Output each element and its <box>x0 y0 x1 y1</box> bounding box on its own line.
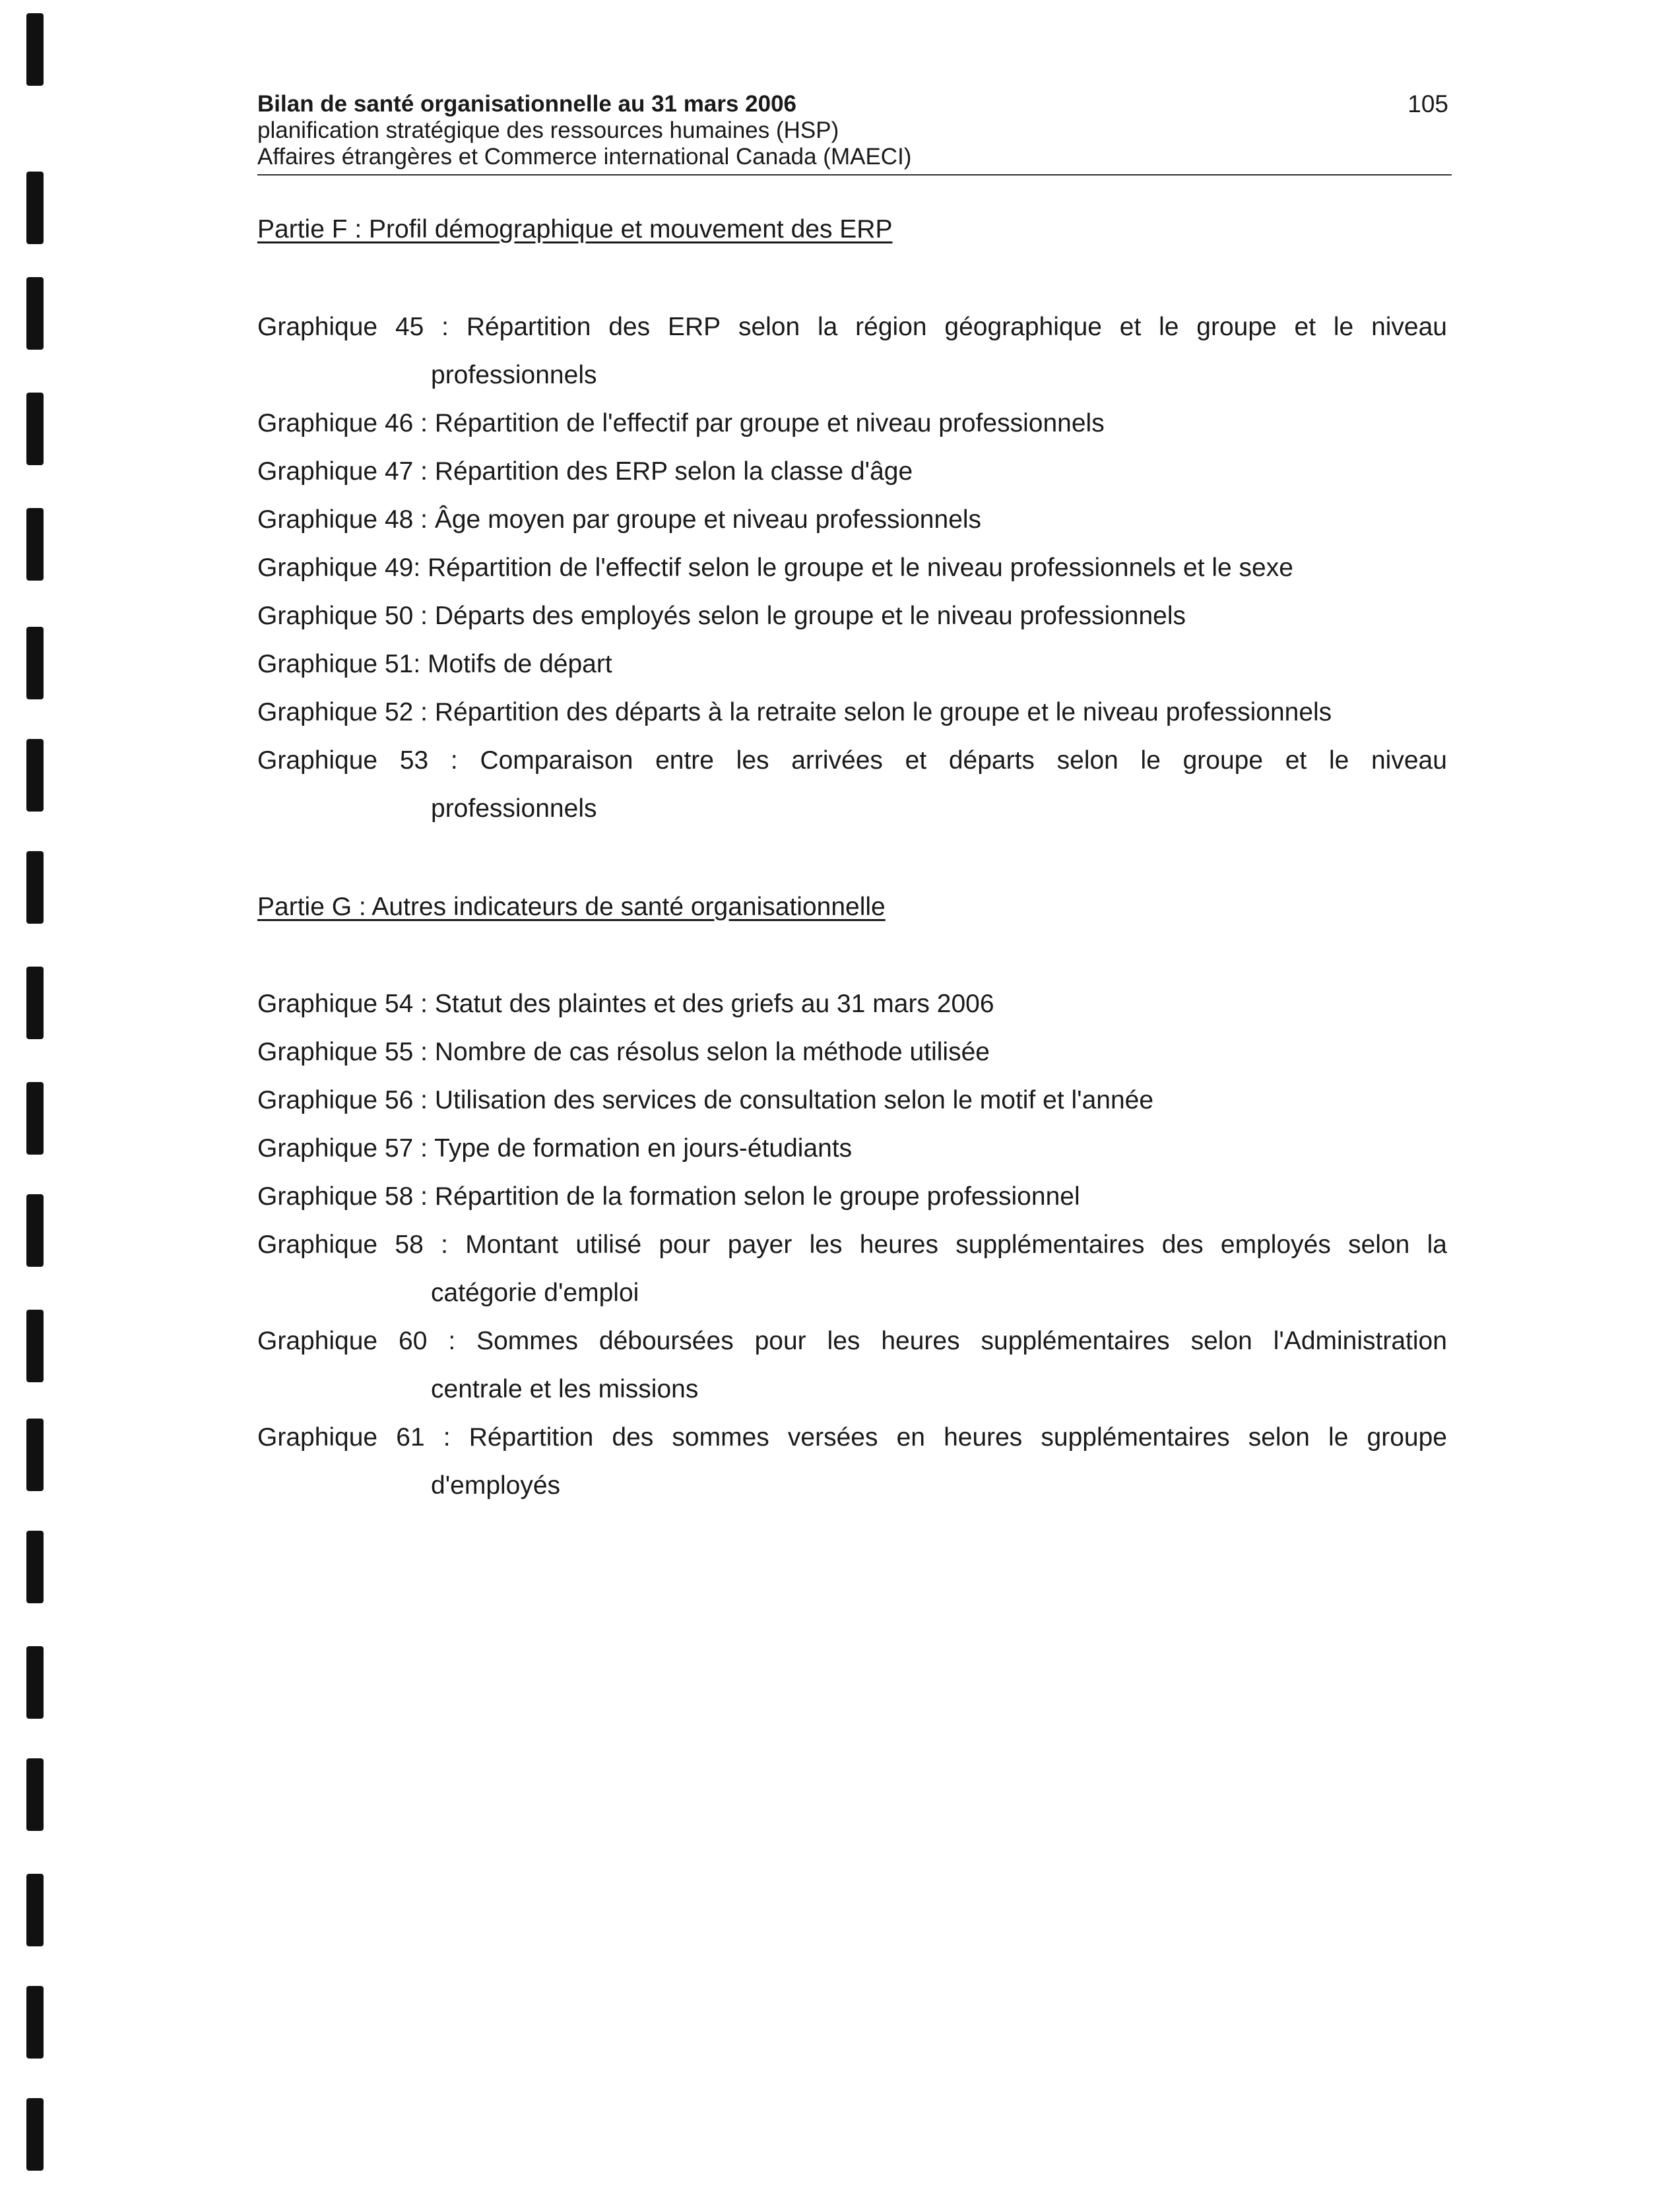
list-item <box>257 1413 1447 1510</box>
list-item <box>257 399 1447 447</box>
entry-text: Graphique 49: Répartition de l'effectif selon le groupe et le niveau professionnels et le sexe <box>257 554 1293 582</box>
binding-hole <box>26 1758 44 1831</box>
entry-text: Graphique 56 : Utilisation des services de consultation selon le motif et l'année <box>257 1086 1154 1114</box>
list-item <box>257 688 1447 736</box>
entry-text: Graphique 51: Motifs de départ <box>257 650 612 678</box>
list-item <box>257 495 1447 544</box>
list-item <box>257 1124 1447 1172</box>
binding-hole <box>26 1646 44 1719</box>
report-subtitle: planification stratégique des ressources humaines (HSP) <box>257 117 839 143</box>
list-item <box>257 1076 1447 1124</box>
list-item <box>257 592 1447 640</box>
entry-text: Graphique 53 : Comparaison entre les arrivées et départs selon le groupe et le niveau <box>257 746 1447 775</box>
entry-text: Graphique 45 : Répartition des ERP selon la région géographique et le groupe et le niveau <box>257 313 1447 341</box>
list-item <box>257 1172 1447 1221</box>
page-header <box>257 91 1448 170</box>
section-title-partie-f: Partie F : Profil démographique et mouvement des ERP <box>257 215 893 243</box>
organization-name: Affaires étrangères et Commerce international Canada (MAECI) <box>257 144 912 170</box>
binding-hole <box>26 739 44 812</box>
list-item <box>257 640 1447 688</box>
section-title-partie-g: Partie G : Autres indicateurs de santé organisationnelle <box>257 893 886 921</box>
list-item <box>257 447 1447 495</box>
binding-hole <box>26 627 44 699</box>
report-title: Bilan de santé organisationnelle au 31 mars 2006 <box>257 91 796 117</box>
entry-text: Graphique 58 : Montant utilisé pour payer les heures supplémentaires des employés selon la <box>257 1230 1447 1259</box>
binding-hole <box>26 1419 44 1491</box>
list-item <box>257 1028 1447 1076</box>
entry-text: Graphique 46 : Répartition de l'effectif par groupe et niveau professionnels <box>257 409 1105 437</box>
entry-continuation: d'employés <box>431 1471 561 1500</box>
entry-continuation: centrale et les missions <box>431 1375 699 1403</box>
header-divider <box>257 174 1452 176</box>
entry-continuation: catégorie d'emploi <box>431 1279 639 1307</box>
binding-hole <box>26 851 44 924</box>
binding-hole <box>26 1874 44 1946</box>
binding-hole <box>26 277 44 350</box>
binding-hole <box>26 1082 44 1155</box>
entry-text: Graphique 61 : Répartition des sommes versées en heures supplémentaires selon le groupe <box>257 1423 1447 1452</box>
entry-text: Graphique 60 : Sommes déboursées pour les heures supplémentaires selon l'Administration <box>257 1327 1447 1355</box>
binding-hole <box>26 508 44 581</box>
entry-continuation: professionnels <box>431 361 597 389</box>
binding-hole <box>26 393 44 465</box>
binding-hole <box>26 967 44 1039</box>
entry-text: Graphique 48 : Âge moyen par groupe et niveau professionnels <box>257 505 982 534</box>
list-item <box>257 544 1447 592</box>
entry-continuation: professionnels <box>431 794 597 823</box>
binding-hole <box>26 1310 44 1382</box>
list-item <box>257 303 1447 399</box>
entry-text: Graphique 52 : Répartition des départs à la retraite selon le groupe et le niveau professionnels <box>257 698 1332 726</box>
entry-text: Graphique 57 : Type de formation en jours-étudiants <box>257 1134 853 1163</box>
binding-hole <box>26 13 44 86</box>
list-item <box>257 736 1447 833</box>
binding-hole <box>26 1194 44 1267</box>
entry-text: Graphique 50 : Départs des employés selon le groupe et le niveau professionnels <box>257 602 1186 630</box>
list-item <box>257 1317 1447 1413</box>
binding-hole <box>26 1986 44 2059</box>
page-number: 105 <box>1407 90 1448 117</box>
list-item <box>257 1221 1447 1317</box>
binding-hole <box>26 172 44 244</box>
binding-hole <box>26 2098 44 2171</box>
binding-holes <box>20 0 59 2205</box>
list-item <box>257 980 1447 1028</box>
binding-hole <box>26 1531 44 1603</box>
entry-text: Graphique 54 : Statut des plaintes et des griefs au 31 mars 2006 <box>257 990 994 1018</box>
entry-text: Graphique 47 : Répartition des ERP selon la classe d'âge <box>257 457 913 486</box>
entry-text: Graphique 55 : Nombre de cas résolus selon la méthode utilisée <box>257 1038 990 1066</box>
entry-text: Graphique 58 : Répartition de la formation selon le groupe professionnel <box>257 1182 1080 1211</box>
